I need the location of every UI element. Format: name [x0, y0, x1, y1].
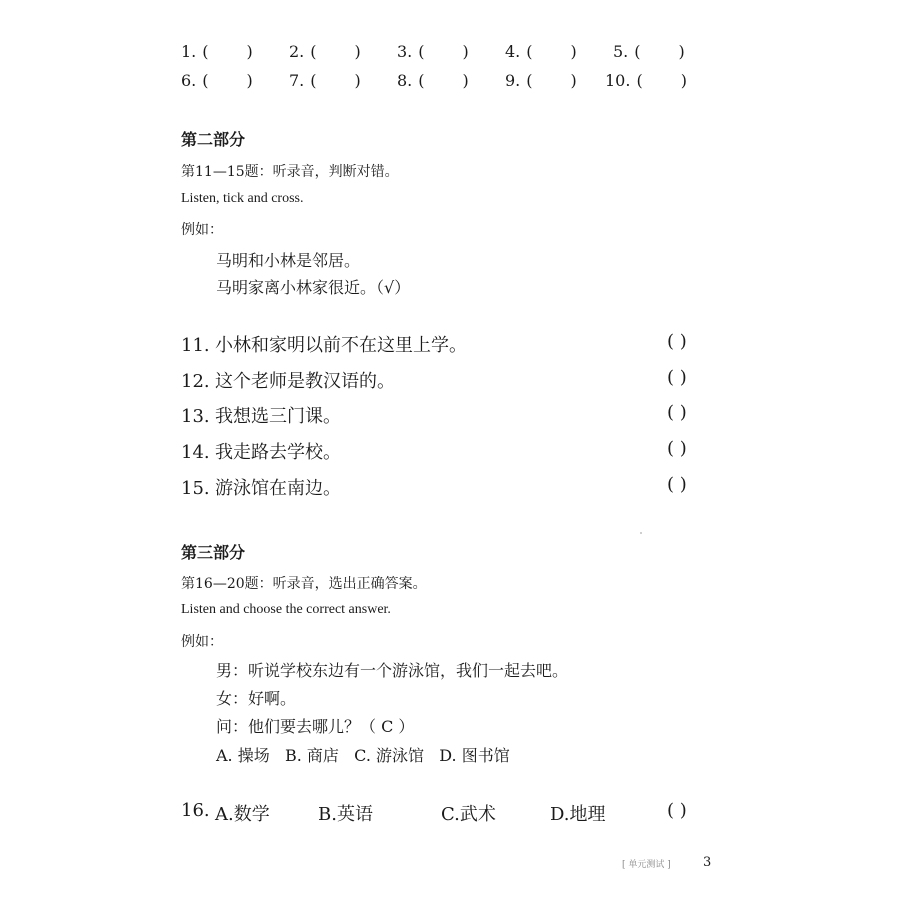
answer-cell-8: 8. ( ): [397, 71, 469, 90]
part2-example-line-2: 马明家离小林家很近。（√）: [216, 278, 411, 297]
answer-num: 6.: [181, 71, 197, 90]
option-a[interactable]: A.数学: [215, 804, 270, 825]
answer-cell-2: 2. ( ): [289, 42, 361, 61]
answer-blank[interactable]: ( ): [667, 367, 687, 388]
question-text: 我想选三门课。: [215, 406, 341, 427]
question-14: [181, 438, 721, 466]
footer-section-tag: [ 单元测试 ]: [622, 860, 671, 870]
question-text: 游泳馆在南边。: [215, 478, 341, 499]
part2-example-line-1: 马明和小林是邻居。: [216, 251, 361, 270]
answer-cell-5: 5. ( ): [613, 42, 685, 61]
part2-instruction-cn: 第11—15题：听录音，判断对错。: [181, 164, 399, 180]
answer-num: 1.: [181, 42, 197, 61]
page-number: 3: [703, 855, 712, 870]
answer-num: 2.: [289, 42, 305, 61]
question-16: [181, 800, 721, 828]
answer-num: 9.: [505, 71, 521, 90]
question-number: 14.: [181, 442, 210, 463]
part2-title: 第二部分: [181, 130, 246, 149]
question-number: 15.: [181, 478, 210, 499]
answer-blank[interactable]: ( ): [667, 331, 687, 352]
part3-title: 第三部分: [181, 543, 246, 562]
question-15: [181, 474, 721, 502]
scan-speck: [640, 532, 642, 534]
answer-cell-3: 3. ( ): [397, 42, 469, 61]
part3-example-line-3: 问：他们要去哪儿？（ C ）: [216, 717, 415, 736]
part3-example-line-2: 女：好啊。: [216, 689, 297, 708]
question-text: 小林和家明以前不在这里上学。: [215, 335, 467, 356]
answer-cell-9: 9. ( ): [505, 71, 577, 90]
question-number: 11.: [181, 335, 210, 356]
answer-num: 7.: [289, 71, 305, 90]
part3-instruction-cn: 第16—20题：听录音，选出正确答案。: [181, 576, 427, 592]
answer-blank[interactable]: ( ): [667, 438, 687, 459]
question-number: 13.: [181, 406, 210, 427]
question-13: [181, 402, 721, 430]
answer-num: 3.: [397, 42, 413, 61]
question-number: 12.: [181, 371, 210, 392]
part2-instruction-en: Listen, tick and cross.: [181, 191, 304, 206]
question-text: 我走路去学校。: [215, 442, 341, 463]
answer-cell-1: 1. ( ): [181, 42, 253, 61]
answer-cell-6: 6. ( ): [181, 71, 253, 90]
answer-cell-7: 7. ( ): [289, 71, 361, 90]
answer-num: 5.: [613, 42, 629, 61]
option-b[interactable]: B.英语: [318, 804, 373, 825]
question-text: 这个老师是教汉语的。: [215, 371, 395, 392]
answer-num: 8.: [397, 71, 413, 90]
question-12: [181, 367, 721, 395]
part2-example-label: 例如：: [181, 222, 223, 238]
answer-num: 4.: [505, 42, 521, 61]
answer-blank[interactable]: ( ): [667, 800, 687, 821]
question-number: 16.: [181, 800, 210, 821]
option-c[interactable]: C.武术: [441, 804, 496, 825]
answer-blank[interactable]: ( ): [667, 402, 687, 423]
question-11: [181, 331, 721, 359]
part3-example-label: 例如：: [181, 634, 223, 650]
answer-cell-10: 10. ( ): [605, 71, 687, 90]
answer-blank[interactable]: ( ): [667, 474, 687, 495]
answer-num: 10.: [605, 71, 631, 90]
answer-cell-4: 4. ( ): [505, 42, 577, 61]
part3-example-line-1: 男：听说学校东边有一个游泳馆，我们一起去吧。: [216, 661, 569, 680]
part3-instruction-en: Listen and choose the correct answer.: [181, 602, 391, 617]
part3-example-options: A. 操场 B. 商店 C. 游泳馆 D. 图书馆: [216, 746, 510, 765]
option-d[interactable]: D.地理: [550, 804, 606, 825]
